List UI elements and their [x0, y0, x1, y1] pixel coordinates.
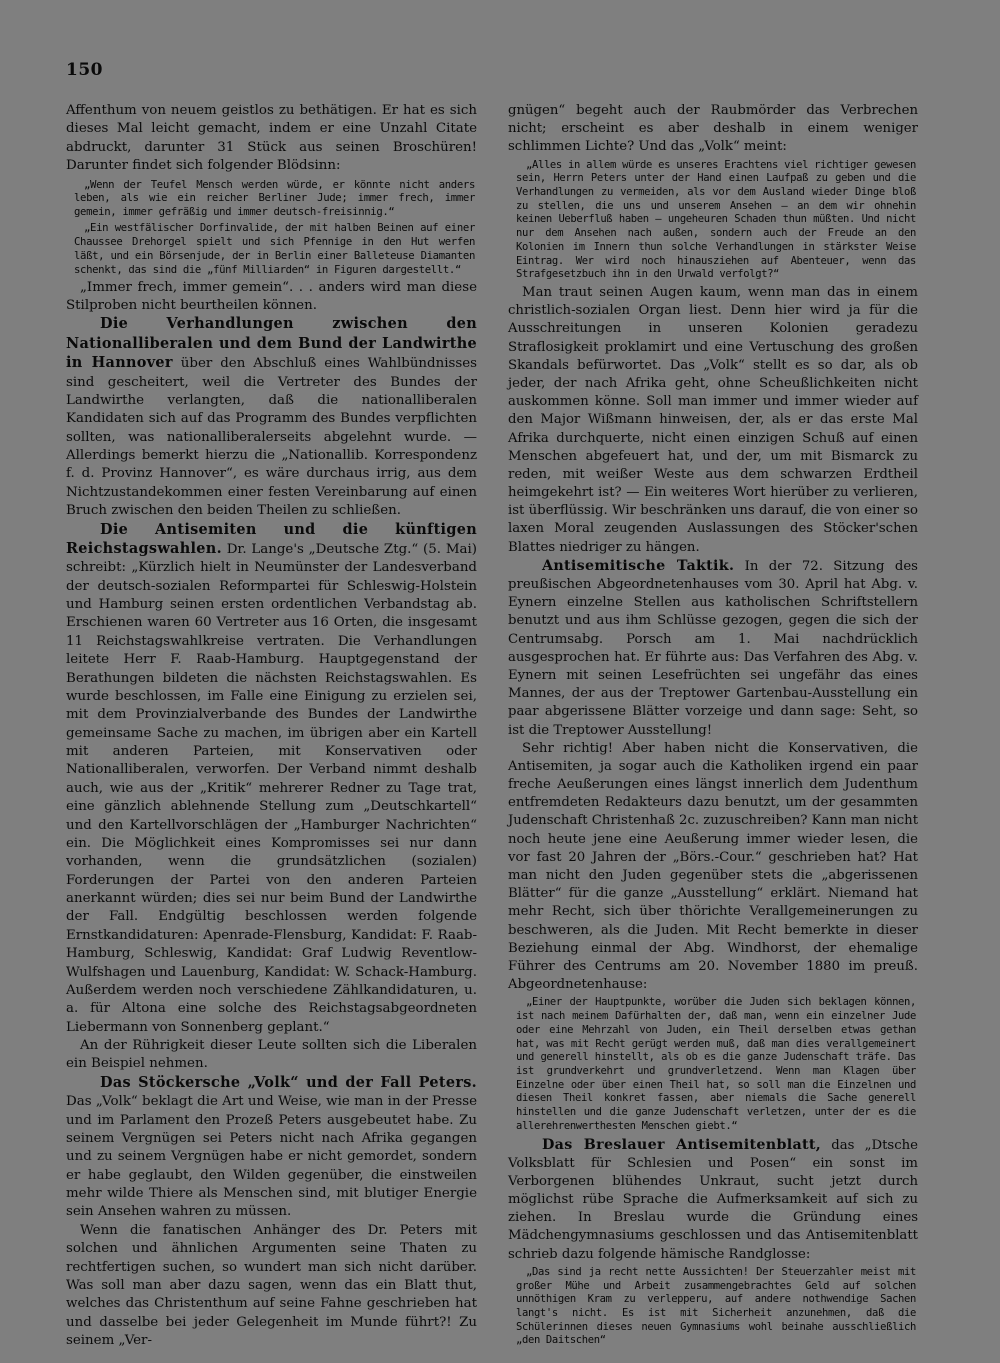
article-body: über den Abschluß eines Wahlbündnisses sind gescheitert, weil die Vertreter des Bundes der Landwirthe verlangten, daß die nationalliberalen Kandidaten sich auf das Programm des Bundes verpflichten sollten, was nationalliberalerseits abgelehnt wurde. — Allerdings bemerkt hierzu die „Nationallib. Korrespondenz f. d. Provinz Hannover“, es wäre durchaus irrig, aus dem Nichtzustandekommen einer festen Vereinbarung auf einen Bruch zwischen den beiden Theilen zu schließen. [66, 356, 478, 519]
paragraph: An der Rührigkeit dieser Leute sollten sich die Liberalen ein Beispiel nehmen. [66, 1038, 477, 1072]
paragraph: „Immer frech, immer gemein“. . . anders wird man diese Stilproben nicht beurtheilen können. [66, 279, 477, 313]
paragraph: Affenthum von neuem geistlos zu bethätigen. Er hat es sich dieses Mal leicht gemacht, indem er eine Unzahl Citate abdruckt, darunter 31 Stück aus seinen Broschüren! Darunter findet sich folgender Blödsinn: [66, 103, 477, 174]
page-number: 150 [66, 60, 103, 80]
quotation: „Wenn der Teufel Mensch werden würde, er könnte nicht anders leben, als wie ein reicher Berliner Jude; immer frech, immer gemein, immer gefräßig und immer deutsch-freisinnig.“ [74, 177, 475, 219]
article-heading: Die Verhandlungen zwischen den Nationalliberalen und dem Bund der Landwirthe in Hannover [66, 315, 477, 372]
paragraph: Man traut seinen Augen kaum, wenn man das in einem christlich-sozialen Organ liest. Denn hier wird ja für die Ausschreitungen in unseren Kolonien geradezu Straflosigkeit proklamirt und eine Vertuschung des großen Skandals befürwortet. Das „Volk“ stellt es so dar, als ob jeder, der nach Afrika geht, ohne Scheußlichkeiten nicht auskommen könne. Soll man immer und immer wieder auf den Major Wißmann hinweisen, der, als er das erste Mal Afrika durchquerte, nicht einen einzigen Schuß auf einen Menschen abgefeuert hat, und der, um mit Bismarck zu reden, mit weißer Weste aus dem schwarzen Erdtheil heimgekehrt ist? — Ein weiteres Wort hierüber zu verlieren, ist überflüssig. Wir beschränken uns darauf, die von einer so laxen Moral zeugenden Auslassungen des Stöcker'schen Blattes niedriger zu hängen. [508, 285, 918, 555]
article-heading: Das Breslauer Antisemitenblatt, [542, 1136, 822, 1153]
quotation: „Alles in allem würde es unseres Erachtens viel richtiger gewesen sein, Herrn Peters unter der Hand einen Laufpaß zu geben und die Verhandlungen zu vermeiden, als vor dem Ausland wieder Dinge bloß zu stellen, die uns und unserem Ansehen — an dem wir ohnehin keinen Ueberfluß haben — ungeheuren Schaden thun müßten. Und nicht nur dem Ansehen nach außen, sondern auch der Freude an den Kolonien im Innern thun solche Verhandlungen in stärkster Weise Eintrag. Wer wird noch hinausziehen auf Abenteuer, wenn das Strafgesetzbuch ihn in den Urwald verfolgt?“ [516, 158, 916, 281]
quotation: „Einer der Hauptpunkte, worüber die Juden sich beklagen können, ist nach meinem Dafürhalten der, daß man, wenn ein einzelner Jude oder eine Mehrzahl von Juden, ein Theil derselben etwas gethan hat, was mit Recht gerügt werden muß, daß man dies verallgemeinert und generell hinstellt, als ob es die ganze Judenschaft träfe. Das ist grundverkehrt und grundverletzend. Wenn man Klagen über Einzelne oder über einen Theil hat, so soll man die Einzelnen und diesen Theil konkret fassen, aber niemals die Sache generell hinstellen und die ganze Judenschaft verletzen, unter der es die allerehrenwerthesten Menschen giebt.“ [516, 996, 916, 1132]
article [508, 557, 918, 740]
quotation: „Ein westfälischer Dorfinvalide, der mit halben Beinen auf einer Chaussee Drehorgel spielt und sich Pfennige in den Hut werfen läßt, und ein Börsenjude, der in Berlin einer Balleteuse Diamanten schenkt, das sind die „fünf Milliarden“ in Figuren dargestellt.“ [74, 221, 475, 276]
article-body: Dr. Lange's „Deutsche Ztg.“ (5. Mai) schreibt: „Kürzlich hielt in Neumünster der Landesverband der deutsch-sozialen Reformpartei für Schleswig-Holstein und Hamburg seinen ersten ordentlichen Verbandstag ab. Erschienen waren 60 Vertreter aus 16 Orten, die insgesamt 11 Reichstagswahlkreise vertraten. Die Verhandlungen leitete Herr F. Raab-Hamburg. Hauptgegenstand der Berathungen bildeten die nächsten Reichstagswahlen. Es wurde beschlossen, im Falle eine Einigung zu erzielen sei, mit dem Provinzialverbande des Bundes der Landwirthe gemeinsame Sache zu machen, im übrigen aber ein Kartell mit anderen Parteien, mit Konservativen oder Nationalliberalen, verworfen. Der Verband nimmt deshalb auch, wie aus der „Kritik“ mehrerer Redner zu Tage trat, eine gänzlich ablehnende Stellung zum „Deutschkartell“ und den Kartellvorschlägen der „Hamburger Nachrichten“ ein. Die Möglichkeit eines Kompromisses sei nur dann vorhanden, wenn die grundsätzlichen (sozialen) Forderungen der Partei von den anderen Parteien anerkannt würden; dies sei nur beim Bund der Landwirthe der Fall. Endgültig beschlossen werden folgende Ernstkandidaturen: Apenrade-Flensburg, Kandidat: F. Raab-Hamburg, Schleswig, Kandidat: Graf Ludwig Reventlow-Wulfshagen und Lauenburg, Kandidat: W. Schack-Hamburg. Außerdem werden noch verschiedene Zählkandidaturen, u. a. für Altona eine solche des Reichstagsabgeordneten Liebermann von Sonnenberg geplant.“ [66, 541, 477, 1035]
left-column [66, 102, 477, 1350]
right-column [508, 102, 918, 1350]
article [508, 1136, 918, 1264]
paragraph: gnügen“ begeht auch der Raubmörder das Verbrechen nicht; erscheint es aber deshalb in einem weniger schlimmen Lichte? Und das „Volk“ meint: [508, 103, 918, 155]
article-body: das „Dtsche Volksblatt für Schlesien und Posen“ ein sonst im Verborgenen blühendes Unkraut, sucht jetzt durch möglichst rübe Sprache die Aufmerksamkeit auf sich zu ziehen. In Breslau wurde die Gründung eines Mädchengymnasiums geschlossen und das Antisemitenblatt schrieb dazu folgende hämische Randglosse: [508, 1137, 918, 1262]
article-body: Das „Volk“ beklagt die Art und Weise, wie man in der Presse und im Parlament den Prozeß Peters ausgebeutet habe. Zu seinem Vergnügen sei Peters nicht nach Afrika gegangen und zu seinem Vergnügen habe er nicht gemordet, sondern er habe geglaubt, den Wilden gegenüber, die einstweilen mehr wilde Thiere als Menschen sind, mit blutiger Energie sein Ansehen wahren zu müssen. [66, 1094, 477, 1220]
quotation: „Das sind ja recht nette Aussichten! Der Steuerzahler meist mit großer Mühe und Arbeit zusammengebrachtes Geld auf solchen unnöthigen Kram zu verlepperu, auf andere nothwendige Sachen langt's nicht. Es ist mit Sicherheit anzunehmen, daß die Schülerinnen dieses neuen Gymnasiums wohl beinahe ausschließlich „den Daitschen“ [516, 1265, 916, 1347]
paragraph: Sehr richtig! Aber haben nicht die Konservativen, die Antisemiten, ja sogar auch die Katholiken irgend ein paar freche Aeußerungen eines längst innerlich dem Judenthum entfremdeten Redakteurs dazu benutzt, um der gesammten Judenschaft Christenhaß 2c. zuzuschreiben? Kann man nicht noch heute jene eine Aeußerung immer wieder lesen, die vor fast 20 Jahren der „Börs.-Cour.“ geschrieben hat? Hat man nicht den Juden gegenüber stets die „abgerissenen Blätter“ für die ganze „Ausstellung“ erklärt. Niemand hat mehr Recht, sich über thörichte Verallgemeinerungen zu beschweren, als die Juden. Mit Recht bemerkte in dieser Beziehung einmal der Abg. Windhorst, der ehemalige Führer des Centrums am 20. November 1880 im preuß. Abgeordnetenhause: [508, 740, 919, 993]
article-heading: Das Stöckersche „Volk“ und der Fall Peters. [100, 1073, 477, 1091]
article-heading: Antisemitische Taktik. [542, 557, 735, 574]
article [66, 315, 477, 520]
paragraph: Wenn die fanatischen Anhänger des Dr. Peters mit solchen und ähnlichen Argumenten seine Thaten zu rechtfertigen suchen, so wundert man sich nicht darüber. Was soll man aber dazu sagen, wenn das ein Blatt thut, welches das Christenthum auf seine Fahne geschrieben hat und dasselbe bei jeder Gelegenheit im Munde führt?! Zu seinem „Ver- [66, 1222, 477, 1348]
article-body: In der 72. Sitzung des preußischen Abgeordnetenhauses vom 30. April hat Abg. v. Eynern einzelne Stellen aus katholischen Schriftstellern benutzt und aus ihm Schlüsse gezogen, gegen die sich der Centrumsabg. Porsch am 1. Mai nachdrücklich ausgesprochen hat. Er führte aus: Das Verfahren des Abg. v. Eynern mit seinen Lesefrüchten sei ungefähr das eines Mannes, der aus der Treptower Gartenbau-Ausstellung ein paar abgerissene Blätter vorzeige und dann sage: Seht, so ist die Treptower Ausstellung! [508, 558, 918, 738]
article [66, 521, 477, 1038]
article-heading: Die Antisemiten und die künftigen Reichstagswahlen. [66, 520, 477, 557]
article [66, 1074, 477, 1222]
